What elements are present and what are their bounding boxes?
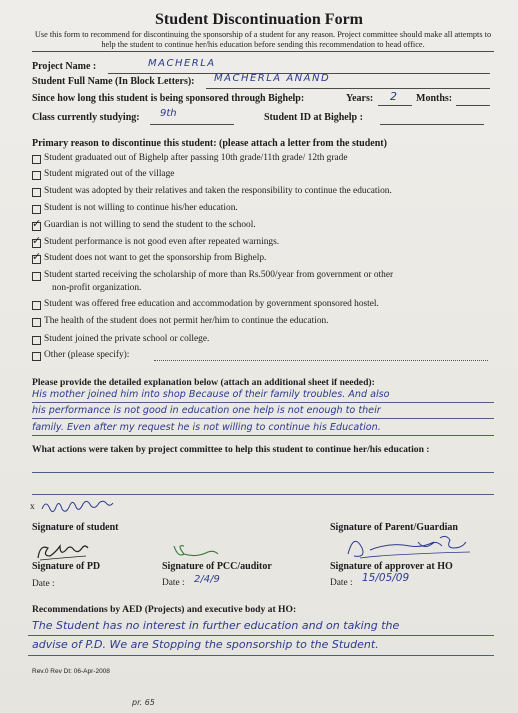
pd-date-label: Date :: [32, 579, 55, 589]
recommendations-label: Recommendations by AED (Projects) and executive body at HO:: [32, 604, 297, 615]
reason-label: Student was offered free education and accommodation by government sponsored hostel.: [44, 299, 379, 309]
explanation-text[interactable]: his performance is not good in education one help is not enough to their: [32, 405, 381, 416]
student-signature-icon: [40, 497, 130, 515]
pcc-date-label: Date :: [162, 578, 185, 588]
actions-line[interactable]: [32, 494, 494, 495]
check-mark-icon: ✓: [32, 234, 42, 247]
pcc-signature-label: Signature of PCC/auditor: [162, 561, 272, 572]
checkbox[interactable]: [32, 318, 41, 327]
parent-signature-label: Signature of Parent/Guardian: [330, 522, 458, 533]
checkbox[interactable]: [32, 336, 41, 345]
student-name-line: [206, 88, 490, 89]
checkbox[interactable]: [32, 155, 41, 164]
checkbox[interactable]: [32, 352, 41, 361]
reason-label: The health of the student does not permit her/him to continue the education.: [44, 316, 329, 326]
student-id-label: Student ID at Bighelp :: [264, 112, 363, 123]
explanation-text[interactable]: family. Even after my request he is not willing to continue his Education.: [32, 422, 381, 433]
recommendations-text[interactable]: The Student has no interest in further education and on taking the: [32, 619, 400, 632]
form-title: Student Discontinuation Form: [154, 11, 364, 28]
pcc-signature-icon: [170, 540, 230, 562]
ho-date-label: Date :: [330, 578, 353, 588]
explanation-label: Please provide the detailed explanation below (attach an additional sheet if needed):: [32, 377, 375, 388]
years-value[interactable]: 2: [390, 90, 397, 103]
years-line: [378, 105, 412, 106]
student-signature-label: Signature of student: [32, 522, 119, 533]
reason-label: Student was adopted by their relatives and taken the responsibility to continue the education.: [44, 186, 392, 196]
recommendations-text[interactable]: advise of P.D. We are Stopping the sponsorship to the Student.: [32, 638, 379, 651]
explanation-line: [32, 418, 494, 419]
student-name-value[interactable]: MACHERLA ANAND: [214, 73, 331, 84]
reason-label: Student graduated out of Bighelp after passing 10th grade/11th grade/ 12th grade: [44, 153, 348, 163]
recommendations-line: [28, 655, 494, 656]
checkbox[interactable]: [32, 250, 42, 264]
other-reason-line[interactable]: [154, 360, 488, 361]
explanation-line: [32, 402, 494, 403]
sponsored-duration-label: Since how long this student is being sponsored through Bighelp:: [32, 93, 305, 104]
x-mark: x: [30, 502, 35, 512]
parent-signature-icon: [340, 532, 480, 562]
reason-label: Student started receiving the scholarship of more than Rs.500/year from government or other: [44, 270, 394, 280]
checkbox[interactable]: [32, 171, 41, 180]
checkbox[interactable]: [32, 217, 42, 231]
checkbox[interactable]: [32, 205, 41, 214]
pcc-date-value[interactable]: 2/4/9: [194, 574, 220, 585]
student-name-label: Student Full Name (In Block Letters):: [32, 76, 195, 87]
reason-label: Student does not want to get the sponsorship from Bighelp.: [44, 253, 267, 263]
reason-label: Student performance is not good even after repeated warnings.: [44, 237, 280, 247]
checkbox[interactable]: [32, 272, 41, 281]
recommendations-line: [28, 635, 494, 636]
ho-date-value[interactable]: 15/05/09: [362, 572, 410, 584]
class-label: Class currently studying:: [32, 112, 140, 123]
check-mark-icon: ✓: [32, 217, 42, 230]
check-mark-icon: ✓: [32, 250, 42, 263]
class-line: [150, 124, 234, 125]
reason-label: Student joined the private school or college.: [44, 334, 210, 344]
class-value[interactable]: 9th: [160, 108, 177, 119]
actions-line[interactable]: [32, 472, 494, 473]
explanation-line: [32, 435, 494, 436]
months-label: Months:: [416, 93, 453, 104]
reason-label: Student migrated out of the village: [44, 169, 175, 179]
student-id-line[interactable]: [380, 124, 484, 125]
checkbox[interactable]: [32, 234, 42, 248]
reasons-heading: Primary reason to discontinue this student: (please attach a letter from the student): [32, 138, 387, 149]
explanation-text[interactable]: His mother joined him into shop Because of their family troubles. And also: [32, 389, 390, 400]
reason-continuation: non-profit organization.: [52, 283, 142, 293]
header-divider: [32, 51, 494, 52]
actions-label: What actions were taken by project committee to help this student to continue her/his education :: [32, 444, 430, 455]
checkbox[interactable]: [32, 188, 41, 197]
checkbox[interactable]: [32, 301, 41, 310]
revision-note: Rev.0 Rev Dt: 06-Apr-2008: [32, 668, 110, 675]
years-label: Years:: [346, 93, 374, 104]
months-line: [456, 105, 490, 106]
page-mark: pr. 65: [132, 698, 155, 707]
reason-label: Other (please specify):: [44, 350, 130, 360]
form-intro: Use this form to recommend for discontinuing the sponsorship of a student for any reason. Project committee should make all attempts to help the student to continue her/his education before sending this recommendation to head office.: [34, 30, 492, 49]
pd-signature-label: Signature of PD: [32, 561, 101, 572]
approver-signature-label: Signature of approver at HO: [330, 561, 453, 572]
project-name-label: Project Name :: [32, 61, 97, 72]
reason-label: Guardian is not willing to send the student to the school.: [44, 220, 256, 230]
project-name-value[interactable]: MACHERLA: [148, 58, 216, 69]
reason-label: Student is not willing to continue his/her education.: [44, 203, 238, 213]
